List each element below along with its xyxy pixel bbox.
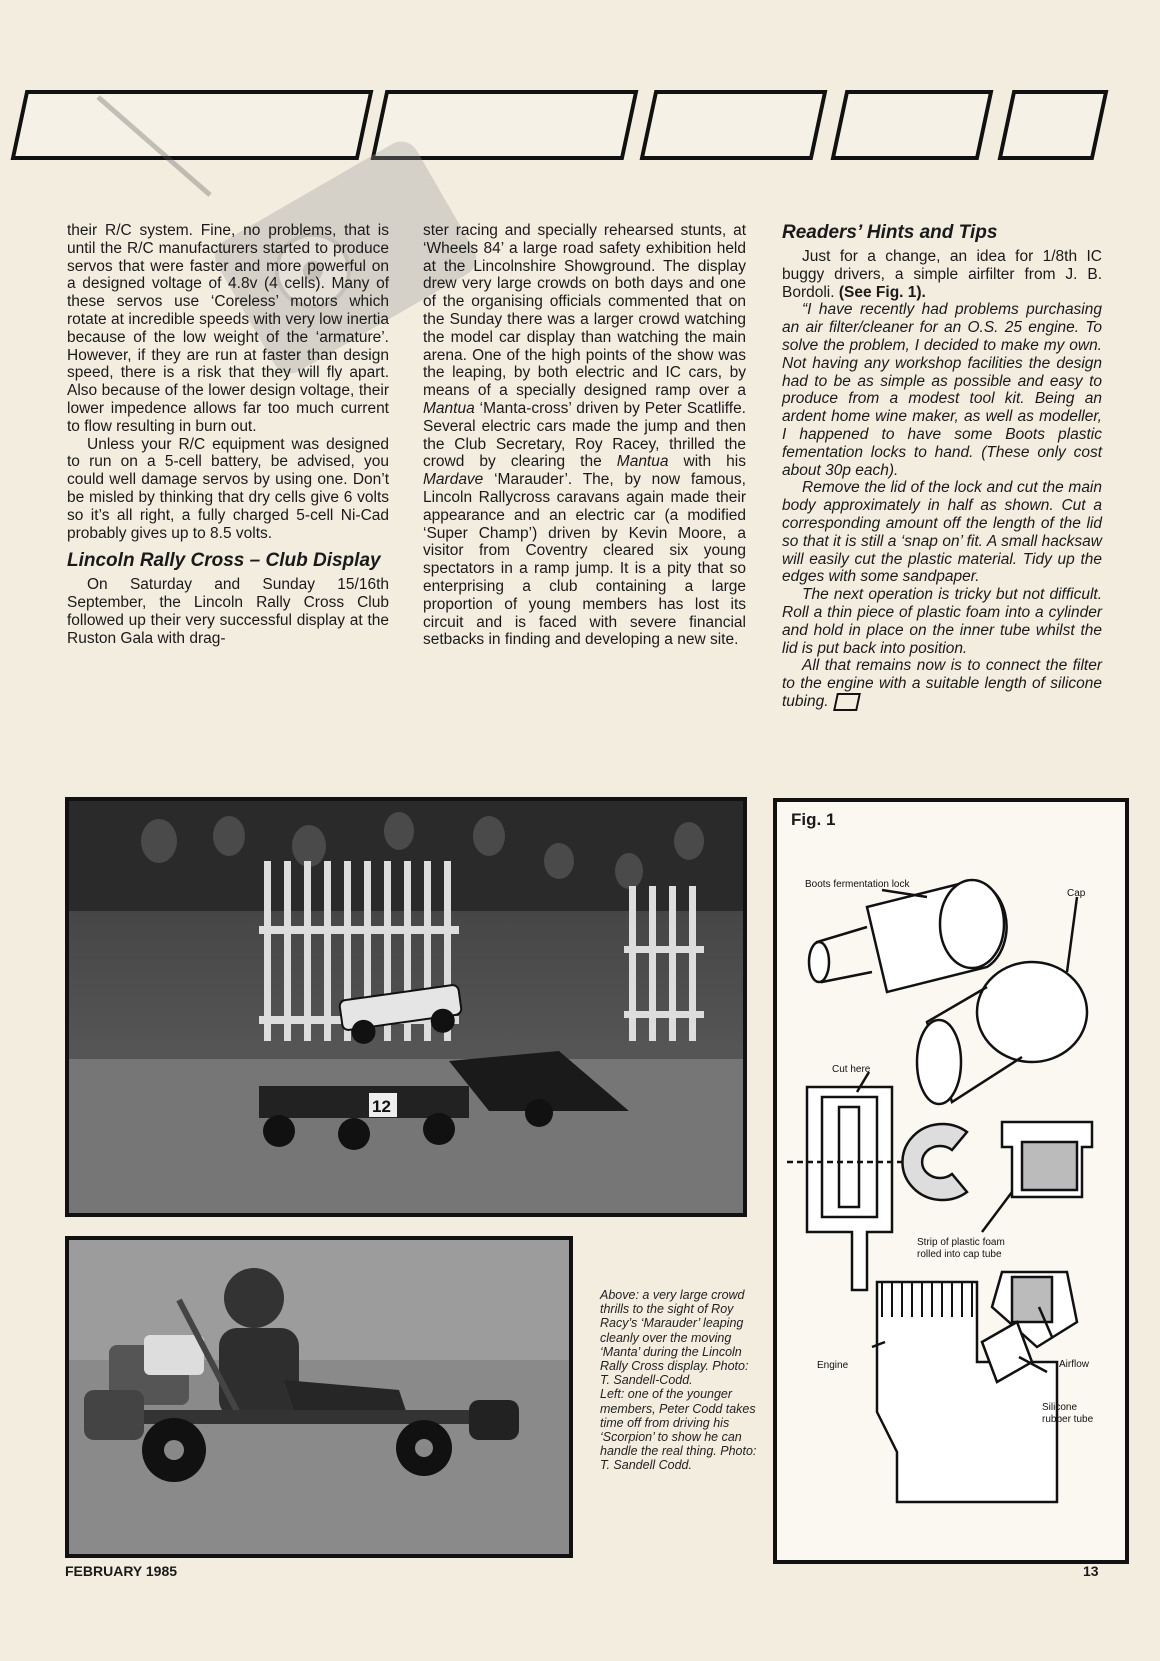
mantua-text-1: Mantua [423,399,475,417]
column-1 [67,222,389,648]
col3-text-5: All that remains now is to connect the filter to the engine with a suitable length of silicone tubing. [782,657,1102,711]
footer-issue-date: FEBRUARY 1985 [65,1563,178,1579]
label-silicone-tube-1: Silicone [1042,1402,1078,1413]
banner-box-3 [640,90,828,160]
col1-paragraph-2: Unless your R/C equipment was designed to run on a 5-cell battery, be advised, you could well damage servos by using one. Don’t be misled by thinking that dry cells give 6 volts so it’s all right, a fully charged 5-cell Ni-Cad probably gives up to 8.5 volts. [67,435,389,542]
label-fermentation-lock: Boots fermentation lock [805,879,910,890]
col3-paragraph-2: “I have recently had problems purchasing an air filter/cleaner for an O.S. 25 engine. To solve the problem, I decided to make my own. Not having any workshop facilities the design had to be as simple as possible and easy to produce from a modest tool kit. Being an ardent home wine maker, as well as modeller, I happened to have some Boots plastic fementation locks to hand. (These only cost about 30p each). [782,301,1102,479]
figure-title: Fig. 1 [791,810,836,829]
footer-page-number: 13 [1083,1563,1099,1579]
label-cap: Cap [1067,888,1086,899]
mantua-text-2: Mantua [616,453,669,471]
caption-above: Above: a very large crowd thrills to the sight of Roy Racy’s ‘Marauder’ leaping cleanly over the moving ‘Manta’ during the Lincoln Rally Cross display. Photo: T. Sandell-Codd. [600,1288,749,1388]
col2-text-b: ‘Manta-cross’ driven by Peter Scatliffe. Several electric cars made the jump and then the Club Secretary, Roy Racey, thrilled the crowd by clearing the [423,399,746,471]
label-strip-foam-2: rolled into cap tube [917,1249,1002,1260]
col2-text-d: ‘Marauder’. The, by now famous, Lincoln Rallycross caravans again made their appearance and an electric car (a modified ‘Super Champ’) driven by Kevin Moore, a visitor from Coventry cleared six young spectators in a ramp jump. It is a pity that so enterprising a club containing a large proportion of young members has lost its circuit and is faced with severe financial setbacks in finding and developing a new site. [423,471,746,649]
caption-left: Left: one of the younger members, Peter Codd takes time off from driving his ‘Scorpion’ to show he can handle the real thing. Photo: T. Sandell Codd. [600,1387,757,1473]
col3-paragraph-5 [782,657,1102,711]
banner-box-5 [998,90,1109,160]
figure-1 [773,798,1129,1564]
label-silicone-tube-2: rubber tube [1042,1414,1094,1425]
section-heading-rally-cross: Lincoln Rally Cross – Club Display [67,550,381,572]
photo-go-kart [65,1236,573,1558]
section-heading-hints: Readers’ Hints and Tips [782,222,998,243]
photo-kart-image [69,1240,569,1554]
airfilter-diagram [777,802,1125,1560]
col1-paragraph-1: their R/C system. Fine, no problems, that is until the R/C manufacturers started to produce servos that were faster and more powerful on a designed voltage of 4.8v (4 cells). Many of these servos use ‘Coreless’ motors which rotate at incredible speeds with very low inertia because of the low weight of the ‘armature’. However, if they are run at faster than design speed, there is a risk that they will fly apart. Also because of the lower design voltage, their lower impedence allows far too much current to flow resulting in burn out. [67,222,389,435]
label-engine: Engine [817,1360,849,1371]
column-2 [423,222,746,649]
col3-paragraph-4: The next operation is tricky but not difficult. Roll a thin piece of plastic foam into a cylinder and hold in place on the inner tube whilst the lid is put back into position. [782,586,1102,657]
photo-crowd-image [69,801,743,1213]
col3-paragraph-3: Remove the lid of the lock and cut the main body approximately in half as shown. Cut a corresponding amount off the length of the lid so that it is still a ‘snap on’ fit. A small hacksaw will easily cut the plastic material. Tidy up the edges with some sandpaper. [782,479,1102,586]
column-3 [782,222,1102,711]
col1-paragraph-3: On Saturday and Sunday 15/16th September, the Lincoln Rally Cross Club followed up their very successful display at the Ruston Gala with drag- [67,576,389,647]
col3-text-1: Just for a change, an idea for 1/8th IC buggy drivers, a simple airfilter from J. B. Bordoli. [782,248,1102,301]
fig-reference: (See Fig. 1). [838,283,926,301]
label-airflow: Airflow [1059,1359,1090,1370]
col3-paragraph-1 [782,248,1102,301]
col2-text-c: with his [668,453,746,471]
photo-crowd-ramp-jump [65,797,747,1217]
car-number: 12 [372,1097,391,1116]
label-strip-foam-1: Strip of plastic foam [917,1237,1005,1248]
end-mark-icon [833,693,861,711]
col2-text-a: ster racing and specially rehearsed stunts, at ‘Wheels 84’ a large road safety exhibition held at the Lincolnshire Showground. The display drew very large crowds on both days and one of the organising officials commented that on the Sunday there was a larger crowd watching the model car display than watching the main arena. One of the high points of the show was the leaping, by both electric and IC cars, by means of a specially designed ramp over a [423,222,746,400]
banner-box-4 [831,90,994,160]
label-cut-here: Cut here [832,1064,871,1075]
col2-paragraph-1 [423,222,746,649]
photo-caption [600,1288,758,1473]
mardave-text: Mardave [423,471,484,489]
